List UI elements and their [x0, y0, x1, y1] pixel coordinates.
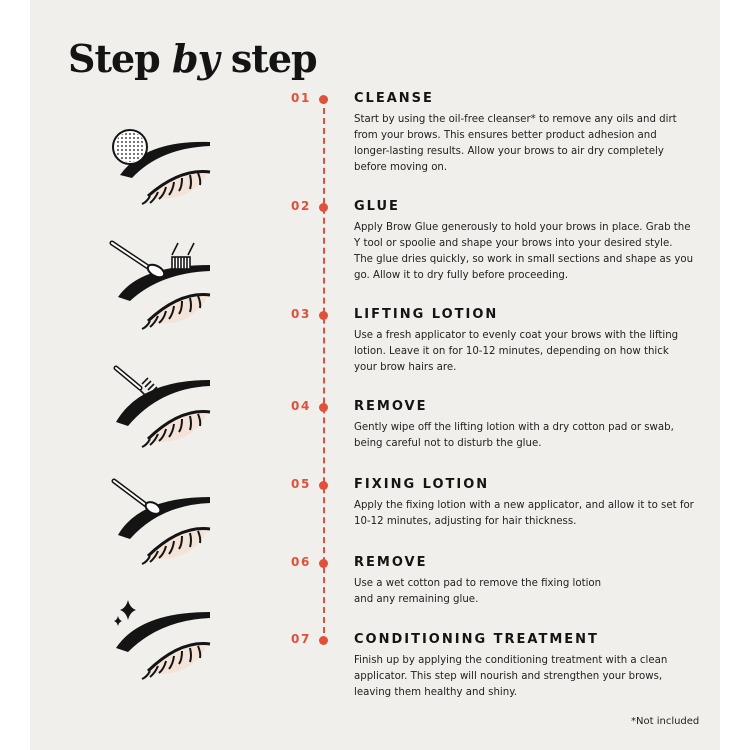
step-number: 01 — [291, 91, 311, 105]
step-description: Apply Brow Glue generously to hold your brows in place. Grab the Y tool or spoolie and shape your brows into your desired style. The glue dries quickly, so work in small sections and shape as you go. Allow it to dry fully before proceeding. — [354, 222, 694, 281]
step-heading: CLEANSE — [354, 91, 434, 106]
timeline-dot — [319, 203, 328, 212]
step-description: Use a fresh applicator to evenly coat your brows with the lifting lotion. Leave it on for 10-12 minutes, depending on how thick your brow hairs are. — [354, 330, 679, 373]
timeline-dot — [319, 559, 328, 568]
step-heading: FIXING LOTION — [354, 477, 490, 492]
glue-wand-y-tool-eye-icon — [100, 235, 220, 335]
step-number: 02 — [291, 199, 311, 213]
step-description: Gently wipe off the lifting lotion with a dry cotton pad or swab, being careful not to disturb the glue. — [354, 422, 674, 449]
step-heading: GLUE — [354, 199, 400, 214]
step-number: 04 — [291, 399, 311, 413]
step-description: Apply the fixing lotion with a new applicator, and allow it to set for 10-12 minutes, adjusting for hair thickness. — [354, 500, 694, 527]
cotton-pad-eye-icon — [100, 120, 220, 220]
timeline-dot — [319, 481, 328, 490]
step-description: Use a wet cotton pad to remove the fixing lotion and any remaining glue. — [354, 578, 602, 605]
step-heading: LIFTING LOTION — [354, 307, 499, 322]
sparkle-eye-icon — [100, 590, 220, 690]
step-description: Finish up by applying the conditioning treatment with a clean applicator. This step will nourish and strengthen your brows, leaving them healthy and shiny. — [354, 655, 668, 698]
step-heading: CONDITIONING TREATMENT — [354, 632, 599, 647]
timeline-dot — [319, 403, 328, 412]
timeline-dot — [319, 636, 328, 645]
title-emphasis: by — [171, 36, 219, 81]
step-number: 07 — [291, 632, 311, 646]
timeline-dot — [319, 95, 328, 104]
step-number: 05 — [291, 477, 311, 491]
step-number: 03 — [291, 307, 311, 321]
step-number: 06 — [291, 555, 311, 569]
step-heading: REMOVE — [354, 555, 428, 570]
footnote: *Not included — [631, 716, 700, 727]
step-heading: REMOVE — [354, 399, 428, 414]
step-description: Start by using the oil-free cleanser* to remove any oils and dirt from your brows. This ensures better product adhesion and longer-lasting results. Allow your brows to air dry completely before moving on. — [354, 114, 677, 173]
page-title: Step by step — [68, 36, 317, 81]
timeline-dot — [319, 311, 328, 320]
spoolie-eye-icon — [100, 360, 220, 460]
applicator-eye-icon — [100, 475, 220, 575]
